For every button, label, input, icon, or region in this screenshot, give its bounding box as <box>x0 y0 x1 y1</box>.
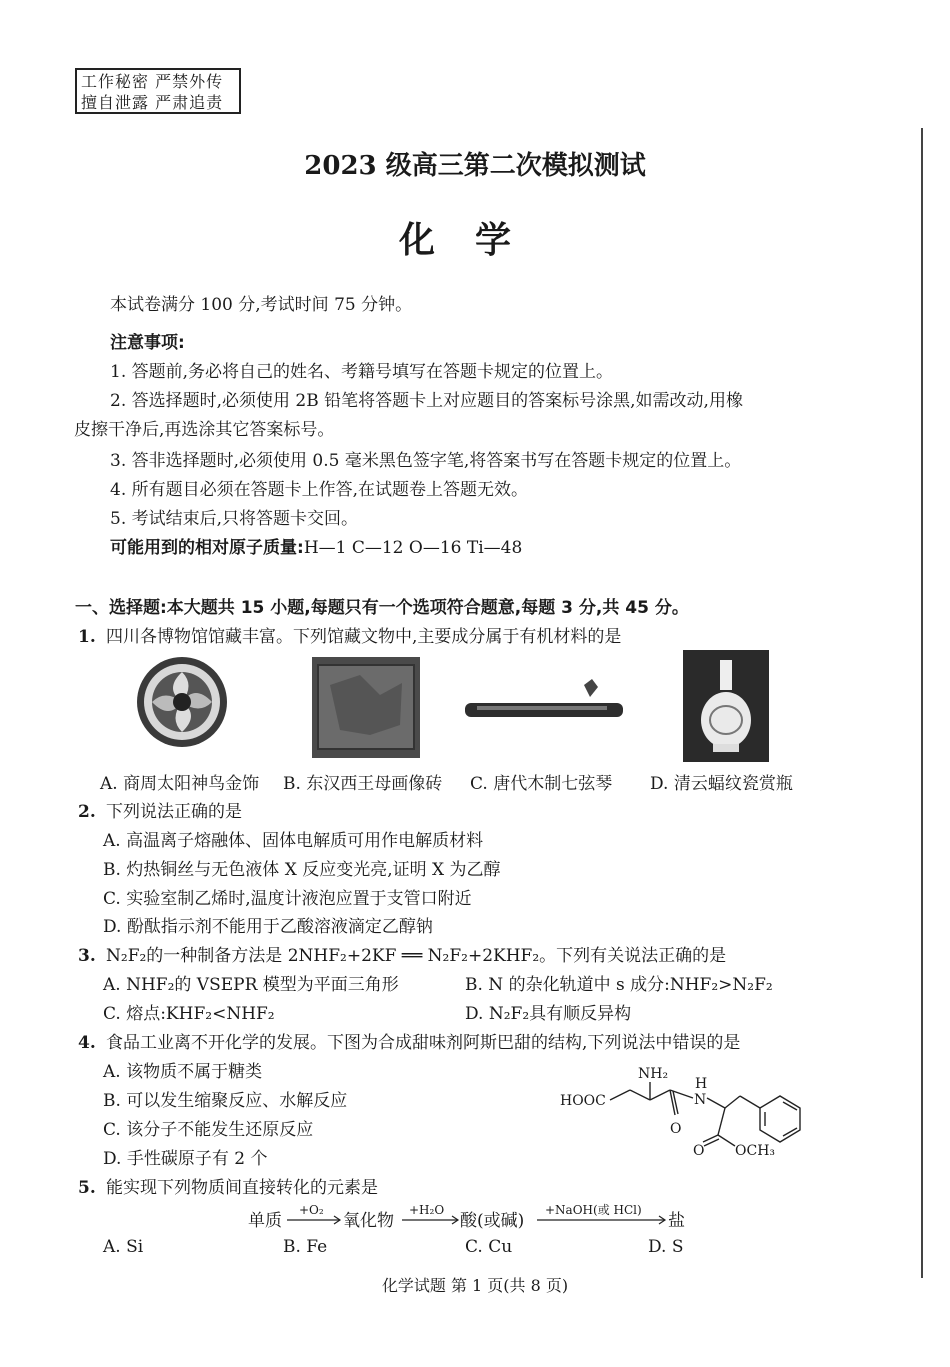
option-b: B. Fe <box>283 1237 328 1257</box>
wooden-qin-image <box>462 675 627 725</box>
question-3 <box>78 941 726 966</box>
exam-intro: 本试卷满分 100 分,考试时间 75 分钟。 <box>110 295 413 315</box>
option-c: C. 实验室制乙烯时,温度计液泡应置于支管口附近 <box>103 889 472 909</box>
question-stem: N₂F₂的一种制备方法是 2NHF₂+2KF ══ N₂F₂+2KHF₂。下列有关说法正确的是 <box>106 946 727 966</box>
option-b: B. N 的杂化轨道中 s 成分:NHF₂>N₂F₂ <box>465 975 773 995</box>
conversion-scheme <box>245 1198 695 1234</box>
option-d: D. 清云蝠纹瓷赏瓶 <box>650 774 793 794</box>
scheme-reagent-2: +H₂O <box>409 1203 445 1217</box>
option-a: A. 商周太阳神鸟金饰 <box>100 774 260 794</box>
scheme-reagent-3: +NaOH(或 HCl) <box>545 1203 642 1217</box>
o-label-1: O <box>670 1121 682 1137</box>
confidential-stamp <box>75 68 241 114</box>
note-item: 1. 答题前,务必将自己的姓名、考籍号填写在答题卡规定的位置上。 <box>110 362 614 382</box>
option-c: C. 唐代木制七弦琴 <box>470 774 613 794</box>
right-margin-rule <box>921 128 923 1278</box>
question-number: 2. <box>78 802 96 822</box>
portrait-brick-image <box>310 655 422 760</box>
scheme-reagent-1: +O₂ <box>299 1203 324 1217</box>
option-d: D. S <box>648 1237 684 1257</box>
question-number: 3. <box>78 946 96 966</box>
n-label: N <box>694 1092 707 1108</box>
subject-title: 化学 <box>398 219 551 261</box>
note-item: 2. 答选择题时,必须使用 2B 铅笔将答题卡上对应题目的答案标号涂黑,如需改动,用橡 <box>110 391 743 411</box>
scheme-acid-base: 酸(或碱) <box>460 1211 525 1231</box>
section-heading: 一、选择题:本大题共 15 小题,每题只有一个选项符合题意,每题 3 分,共 45 分。 <box>75 598 689 618</box>
scheme-salt: 盐 <box>668 1211 685 1231</box>
golden-sun-bird-image <box>135 655 230 750</box>
note-item: 4. 所有题目必须在答题卡上作答,在试题卷上答题无效。 <box>110 480 529 500</box>
notes-heading: 注意事项: <box>110 333 185 353</box>
option-a: A. NHF₂的 VSEPR 模型为平面三角形 <box>103 975 399 995</box>
question-1 <box>78 622 621 647</box>
porcelain-vase-image <box>683 650 769 762</box>
question-number: 4. <box>78 1033 96 1053</box>
question-number: 5. <box>78 1178 96 1198</box>
option-b: B. 灼热铜丝与无色液体 X 反应变光亮,证明 X 为乙醇 <box>103 860 501 880</box>
question-4 <box>78 1028 740 1053</box>
stamp-line-1: 工作秘密 严禁外传 <box>81 72 224 91</box>
option-d: D. 酚酞指示剂不能用于乙酸溶液滴定乙醇钠 <box>103 917 433 937</box>
option-b: B. 可以发生缩聚反应、水解反应 <box>103 1091 348 1111</box>
atomic-mass-label: 可能用到的相对原子质量: <box>110 538 304 558</box>
och3-label: OCH₃ <box>735 1143 776 1159</box>
option-a: A. 高温离子熔融体、固体电解质可用作电解质材料 <box>103 831 484 851</box>
nh2-label: NH₂ <box>638 1066 669 1082</box>
exam-title: 2023 级高三第二次模拟测试 <box>304 151 646 181</box>
option-d: D. 手性碳原子有 2 个 <box>103 1149 268 1169</box>
question-2 <box>78 797 242 822</box>
scheme-element: 单质 <box>248 1211 282 1231</box>
option-a: A. Si <box>103 1237 144 1257</box>
option-b: B. 东汉西王母画像砖 <box>283 774 443 794</box>
question-stem: 食品工业离不开化学的发展。下图为合成甜味剂阿斯巴甜的结构,下列说法中错误的是 <box>106 1033 741 1053</box>
question-stem: 四川各博物馆馆藏丰富。下列馆藏文物中,主要成分属于有机材料的是 <box>106 627 622 647</box>
option-a: A. 该物质不属于糖类 <box>103 1062 263 1082</box>
h-label: H <box>695 1076 708 1092</box>
atomic-mass-values: H—1 C—12 O—16 Ti—48 <box>303 538 523 558</box>
option-c: C. 该分子不能发生还原反应 <box>103 1120 314 1140</box>
question-5 <box>78 1173 378 1198</box>
question-number: 1. <box>78 627 96 647</box>
scheme-oxide: 氧化物 <box>343 1211 394 1231</box>
atomic-mass-line <box>110 533 522 558</box>
question-stem: 下列说法正确的是 <box>106 802 242 822</box>
stamp-line-2: 擅自泄露 严肃追责 <box>81 93 224 112</box>
option-c: C. Cu <box>465 1237 513 1257</box>
aspartame-structure <box>555 1060 830 1165</box>
note-item: 皮擦干净后,再选涂其它答案标号。 <box>74 420 335 440</box>
note-item: 5. 考试结束后,只将答题卡交回。 <box>110 509 359 529</box>
option-c: C. 熔点:KHF₂<NHF₂ <box>103 1004 275 1024</box>
question-stem: 能实现下列物质间直接转化的元素是 <box>106 1178 378 1198</box>
page-footer: 化学试题 第 1 页(共 8 页) <box>381 1276 569 1295</box>
option-d: D. N₂F₂具有顺反异构 <box>465 1004 632 1024</box>
o-label-2: O <box>693 1143 705 1159</box>
note-item: 3. 答非选择题时,必须使用 0.5 毫米黑色签字笔,将答案书写在答题卡规定的位置上。 <box>110 451 742 471</box>
hooc-label: HOOC <box>560 1093 606 1109</box>
